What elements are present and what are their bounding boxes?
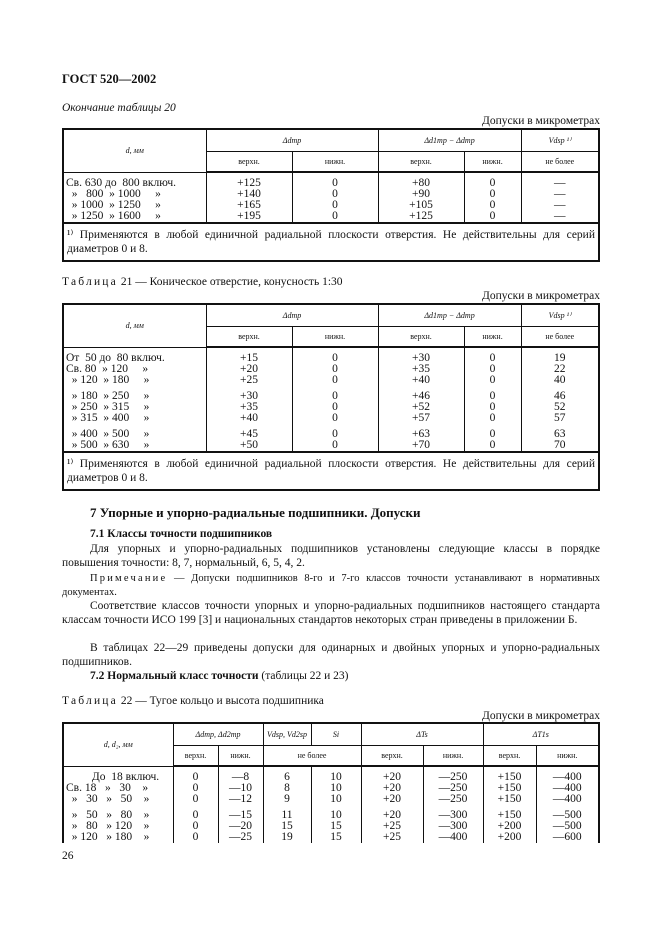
table-cell: +25: [361, 821, 423, 832]
table-row: [63, 211, 599, 223]
table-21: [62, 303, 600, 491]
table-cell: +40: [378, 375, 464, 386]
section-72-rest: (таблицы 22 и 23): [258, 670, 349, 682]
table-cell: 10: [311, 783, 361, 794]
table-row: [63, 766, 599, 783]
table-cell: —300: [423, 805, 483, 821]
table-cell: 0: [464, 200, 521, 211]
table-footnote: ¹⁾ Применяются в любой единичной радиальной плоскости отверстия. Не действительны для серий диаметров 0 и 8.: [63, 223, 599, 261]
table-cell: —: [521, 189, 599, 200]
caption-label: Таблица: [62, 276, 118, 288]
table-cell: 10: [311, 794, 361, 805]
table-cell: » 80 » 120 »: [63, 821, 173, 832]
footnote-row: [63, 223, 599, 261]
paragraph: Соответствие классов точности упорных и упорно-радиальных подшипников настоящего стандарта классам точности ИСО 199 [3] и национальных стандартов некоторых стран приведены в приложении Б.: [62, 600, 600, 626]
table-cell: 0: [464, 347, 521, 364]
column-header-upper: верхн.: [361, 746, 423, 767]
table-cell: 0: [464, 189, 521, 200]
table-cell: —: [521, 172, 599, 189]
table-cell: 0: [292, 347, 378, 364]
table-cell: 22: [521, 364, 599, 375]
table-cell: +46: [378, 386, 464, 402]
table-cell: —25: [218, 832, 263, 843]
table-cell: 10: [311, 766, 361, 783]
section-7-title: 7 Упорные и упорно-радиальные подшипники. Допуски: [90, 505, 421, 520]
table-cell: —500: [536, 805, 599, 821]
table-cell: 0: [292, 375, 378, 386]
table-cell: 11: [263, 805, 311, 821]
table-cell: 0: [464, 440, 521, 452]
table-cell: +20: [206, 364, 292, 375]
table-cell: От 50 до 80 включ.: [63, 347, 206, 364]
table-cell: +25: [361, 832, 423, 843]
footnote-row: [63, 452, 599, 490]
table-cell: —300: [423, 821, 483, 832]
table-cell: 0: [292, 424, 378, 440]
column-header-d: d, d₂, мм: [63, 723, 173, 766]
page-number: 26: [62, 850, 74, 862]
column-header-max: не более: [521, 327, 599, 348]
table-cell: —: [521, 200, 599, 211]
note-text: — Допуски подшипников 8-го и 7-го классов точности устанавливают в нормативных документах.: [62, 573, 600, 598]
table-row: [63, 375, 599, 386]
table-cell: 0: [464, 424, 521, 440]
table-cell: +20: [361, 805, 423, 821]
table-cell: 9: [263, 794, 311, 805]
column-header-max: не более: [263, 746, 361, 767]
table21-caption: [62, 276, 343, 288]
table-cell: +140: [206, 189, 292, 200]
table-cell: 6: [263, 766, 311, 783]
table-cell: +165: [206, 200, 292, 211]
table-cell: 15: [311, 821, 361, 832]
table-row: [63, 347, 599, 364]
note-label: Примечание: [90, 573, 168, 584]
table-cell: » 400 » 500 »: [63, 424, 206, 440]
table-cell: +20: [361, 783, 423, 794]
table-cell: 0: [464, 211, 521, 223]
table-row: [63, 424, 599, 440]
table-cell: —250: [423, 794, 483, 805]
column-header-lower: нижн.: [423, 746, 483, 767]
table22-units: Допуски в микрометрах: [482, 710, 600, 722]
table-cell: 52: [521, 402, 599, 413]
table-cell: 0: [464, 172, 521, 189]
table-cell: +195: [206, 211, 292, 223]
column-header-delta-dmp: Δdmp, Δd2mp: [173, 723, 263, 746]
column-header-vdsp: Vdsp, Vd2sp: [263, 723, 311, 746]
table-cell: 19: [521, 347, 599, 364]
column-header-upper: верхн.: [206, 152, 292, 173]
table-cell: —600: [536, 832, 599, 843]
table-cell: 0: [173, 783, 218, 794]
column-header-lower: нижн.: [218, 746, 263, 767]
table-cell: 19: [263, 832, 311, 843]
table-cell: +20: [361, 794, 423, 805]
caption-text: 22 — Тугое кольцо и высота подшипника: [120, 695, 324, 707]
table-cell: —12: [218, 794, 263, 805]
paragraph: Для упорных и упорно-радиальных подшипников установлены следующие классы в порядке повышения точности: 8, 7, нормальный, 6, 5, 4, 2.: [62, 543, 600, 569]
column-header-vdsp: Vdsp ¹⁾: [521, 304, 599, 327]
table-cell: 0: [173, 766, 218, 783]
table-cell: » 250 » 315 »: [63, 402, 206, 413]
table-cell: +35: [206, 402, 292, 413]
section-72-title: [90, 670, 348, 682]
table-cell: +57: [378, 413, 464, 424]
table-cell: +150: [483, 783, 536, 794]
table-row: [63, 172, 599, 189]
column-header-delta-t1s: ΔT1s: [483, 723, 599, 746]
table-cell: » 50 » 80 »: [63, 805, 173, 821]
table-row: [63, 832, 599, 843]
table-row: [63, 805, 599, 821]
table-cell: +200: [483, 821, 536, 832]
table-20: [62, 128, 600, 262]
header-row: [63, 723, 599, 746]
table22-caption: [62, 695, 324, 707]
table20-caption: Окончание таблицы 20: [62, 102, 176, 114]
section-72-bold: 7.2 Нормальный класс точности: [90, 670, 259, 682]
table-cell: —400: [536, 794, 599, 805]
column-header-upper: верхн.: [206, 327, 292, 348]
table-cell: » 1000 » 1250 »: [63, 200, 206, 211]
column-header-delta-d1mp: Δd1mp − Δdmp: [378, 304, 521, 327]
table-cell: +125: [378, 211, 464, 223]
column-header-max: не более: [521, 152, 599, 173]
table-cell: 0: [464, 386, 521, 402]
column-header-d: d, мм: [63, 304, 206, 347]
header-row: [63, 129, 599, 152]
table-cell: +150: [483, 805, 536, 821]
column-header-vdsp: Vdsp ¹⁾: [521, 129, 599, 152]
table-cell: » 120 » 180 »: [63, 832, 173, 843]
column-header-si: Si: [311, 723, 361, 746]
table-cell: —500: [536, 821, 599, 832]
table-cell: +40: [206, 413, 292, 424]
column-header-upper: верхн.: [483, 746, 536, 767]
caption-label: Таблица: [62, 695, 118, 707]
table-cell: —250: [423, 783, 483, 794]
table-cell: 0: [464, 375, 521, 386]
table-cell: 0: [292, 440, 378, 452]
table-cell: 0: [292, 413, 378, 424]
table-cell: +20: [361, 766, 423, 783]
column-header-delta-dmp: Δdmp: [206, 304, 378, 327]
table-cell: +35: [378, 364, 464, 375]
table-cell: —250: [423, 766, 483, 783]
table-cell: 0: [292, 189, 378, 200]
table-cell: +63: [378, 424, 464, 440]
table-cell: » 30 » 50 »: [63, 794, 173, 805]
table-cell: +30: [206, 386, 292, 402]
table-cell: Св. 630 до 800 включ.: [63, 172, 206, 189]
table-cell: 63: [521, 424, 599, 440]
column-header-d: d, мм: [63, 129, 206, 172]
table-cell: —400: [423, 832, 483, 843]
column-header-upper: верхн.: [173, 746, 218, 767]
table-cell: +25: [206, 375, 292, 386]
table-cell: 10: [311, 805, 361, 821]
column-header-delta-dmp: Δdmp: [206, 129, 378, 152]
column-header-lower: нижн.: [536, 746, 599, 767]
table-cell: 0: [173, 832, 218, 843]
table-cell: +105: [378, 200, 464, 211]
table-cell: +45: [206, 424, 292, 440]
table-cell: —400: [536, 766, 599, 783]
table-cell: +150: [483, 794, 536, 805]
table-cell: 0: [292, 172, 378, 189]
table-cell: До 18 включ.: [63, 766, 173, 783]
table-cell: 15: [311, 832, 361, 843]
table-cell: 0: [173, 805, 218, 821]
table-footnote: ¹⁾ Применяются в любой единичной радиальной плоскости отверстия. Не действительны для серий диаметров 0 и 8.: [63, 452, 599, 490]
column-header-upper: верхн.: [378, 327, 464, 348]
section-71-title: 7.1 Классы точности подшипников: [90, 528, 273, 540]
table-cell: 40: [521, 375, 599, 386]
document-header: ГОСТ 520—2002: [62, 72, 157, 86]
table-cell: 8: [263, 783, 311, 794]
table-cell: 0: [292, 386, 378, 402]
column-header-lower: нижн.: [292, 327, 378, 348]
table-cell: +52: [378, 402, 464, 413]
table-cell: 0: [292, 200, 378, 211]
column-header-lower: нижн.: [464, 152, 521, 173]
table-cell: 46: [521, 386, 599, 402]
table-cell: » 1250 » 1600 »: [63, 211, 206, 223]
table-cell: +80: [378, 172, 464, 189]
table-cell: 0: [464, 402, 521, 413]
column-header-lower: нижн.: [464, 327, 521, 348]
column-header-delta-d1mp: Δd1mp − Δdmp: [378, 129, 521, 152]
table-cell: » 315 » 400 »: [63, 413, 206, 424]
table-cell: 70: [521, 440, 599, 452]
table-cell: 0: [464, 364, 521, 375]
table-cell: +90: [378, 189, 464, 200]
table20-units: Допуски в микрометрах: [482, 115, 600, 127]
caption-text: 21 — Коническое отверстие, конусность 1:30: [120, 276, 343, 288]
column-header-lower: нижн.: [292, 152, 378, 173]
table-cell: +70: [378, 440, 464, 452]
header-row: [63, 304, 599, 327]
table-cell: 15: [263, 821, 311, 832]
table-cell: —400: [536, 783, 599, 794]
table-cell: » 120 » 180 »: [63, 375, 206, 386]
table-cell: +150: [483, 766, 536, 783]
table-cell: +15: [206, 347, 292, 364]
table-cell: 0: [292, 364, 378, 375]
table-cell: +50: [206, 440, 292, 452]
column-header-upper: верхн.: [378, 152, 464, 173]
table-cell: —10: [218, 783, 263, 794]
table-cell: Св. 80 » 120 »: [63, 364, 206, 375]
table-cell: —8: [218, 766, 263, 783]
table-cell: » 800 » 1000 »: [63, 189, 206, 200]
table-22: [62, 722, 600, 843]
table-cell: +125: [206, 172, 292, 189]
table-row: [63, 413, 599, 424]
table-cell: 0: [173, 821, 218, 832]
table-row: [63, 794, 599, 805]
note: [62, 572, 600, 600]
table21-units: Допуски в микрометрах: [482, 290, 600, 302]
table-cell: +200: [483, 832, 536, 843]
table-cell: » 500 » 630 »: [63, 440, 206, 452]
table-cell: —: [521, 211, 599, 223]
table-cell: 57: [521, 413, 599, 424]
table-row: [63, 440, 599, 452]
table-cell: 0: [464, 413, 521, 424]
table-cell: 0: [173, 794, 218, 805]
column-header-delta-ts: ΔTs: [361, 723, 483, 746]
table-cell: +30: [378, 347, 464, 364]
table-cell: 0: [292, 211, 378, 223]
table-row: [63, 386, 599, 402]
table-cell: 0: [292, 402, 378, 413]
paragraph: В таблицах 22—29 приведены допуски для одинарных и двойных упорных и упорно-радиальных подшипников.: [62, 642, 600, 668]
table-cell: —20: [218, 821, 263, 832]
table-cell: —15: [218, 805, 263, 821]
table-cell: » 180 » 250 »: [63, 386, 206, 402]
table-cell: Св. 18 » 30 »: [63, 783, 173, 794]
